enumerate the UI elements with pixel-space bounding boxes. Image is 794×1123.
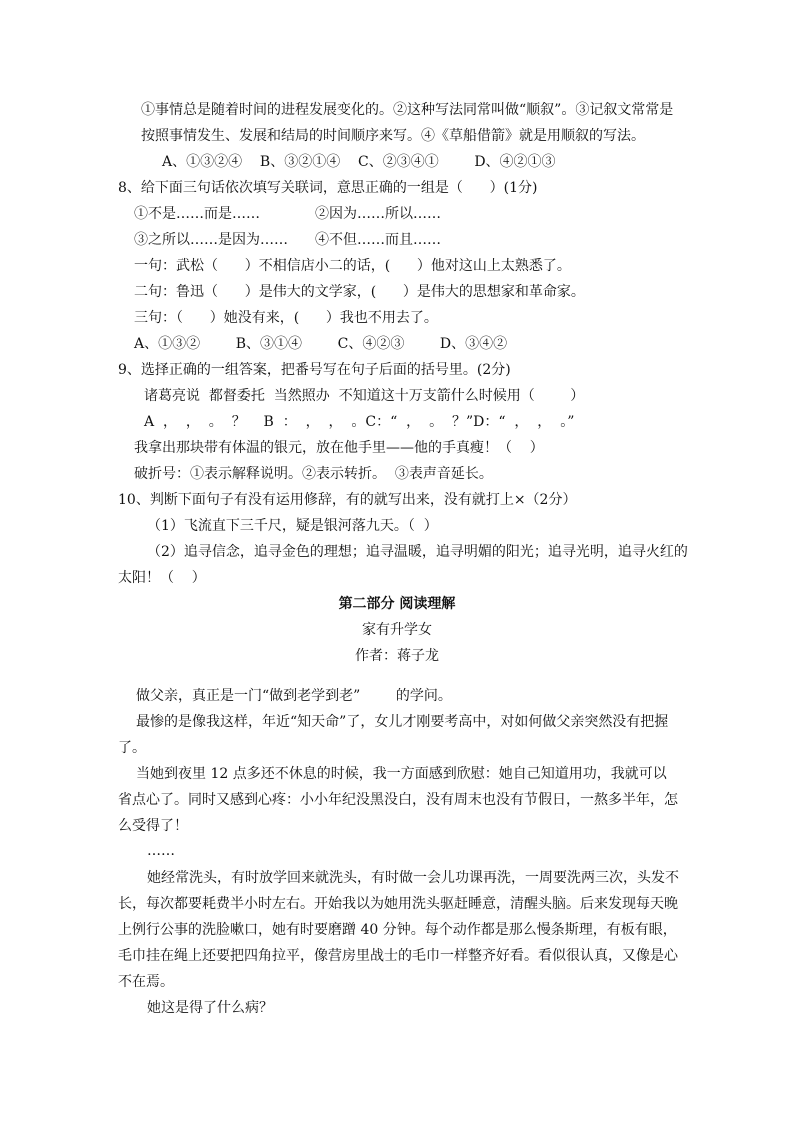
q10-item-2-line1: （2）追寻信念，追寻金色的理想；追寻温暖，追寻明媚的阳光；追寻光明，追寻火红的 — [147, 544, 688, 560]
paragraph-4-line3: 上例行公事的洗脸嗽口，她有时要磨蹭 40 分钟。每个动作都是那么慢条斯理，有板有眼， — [118, 922, 677, 938]
q8-sentence-2: 二句：鲁迅（ ）是伟大的文学家，( ）是伟大的思想家和革命家。 — [134, 284, 585, 300]
paragraph-3-line1: 当她到夜里 12 点多还不休息的时候，我一方面感到欣慰：她自己知道用功，我就可以 — [136, 766, 667, 782]
q8-options: A、①③② B、③①④ C、④②③ D、③④② — [134, 336, 508, 352]
q8-sentence-3: 三句：（ ）她没有来，( ）我也不用去了。 — [134, 310, 438, 326]
paragraph-2-line1: 最惨的是像我这样，年近“知天命”了，女儿才刚要考高中，对如何做父亲突然没有把握 — [136, 714, 669, 730]
q7-text-line1: ①事情总是随着时间的进程发展变化的。②这种写法同常叫做“顺叙”。③记叙文常常是 — [141, 102, 674, 118]
q9-sentence-2: 我拿出那块带有体温的银元，放在他手里——他的手真瘦！（ ） — [134, 440, 544, 456]
q9-options: A ， ， 。 ？ B ： ， ， 。C：“ ， 。 ？”D：“ ， ， 。” — [144, 414, 575, 430]
q7-options: A、①③②④ B、③②①④ C、②③④① D、④②①③ — [162, 154, 556, 170]
q9-dash-label: 破折号：①表示解释说明。②表示转折。 ③表声音延长。 — [134, 466, 493, 482]
q8-sentence-1: 一句：武松（ ）不相信店小二的话，( ）他对这山上太熟悉了。 — [134, 258, 571, 274]
section-heading: 第二部分 阅读理解 — [338, 596, 456, 612]
article-author: 作者：蒋子龙 — [355, 648, 439, 664]
ellipsis: …… — [147, 843, 175, 859]
paragraph-4-line2: 长，每次都要耗费半小时左右。开始我以为她用洗头驱赶睡意，清醒头脑。后来发现每天晚 — [118, 896, 678, 912]
q10-item-2-line2: 太阳！（ ） — [118, 570, 206, 586]
article-title: 家有升学女 — [362, 622, 432, 638]
q10-stem: 10、判断下面句子有没有运用修辞，有的就写出来，没有就打上×（2分） — [118, 492, 577, 508]
paragraph-4-line5: 不在焉。 — [118, 974, 174, 990]
paragraph-1: 做父亲，真正是一门“做到老学到老” 的学问。 — [136, 688, 452, 704]
q8-choice-2: ②因为……所以…… — [315, 206, 441, 222]
q8-choice-3: ③之所以……是因为…… — [134, 232, 288, 248]
paragraph-5: 她这是得了什么病？ — [147, 1000, 273, 1016]
q9-sentence: 诸葛亮说 都督委托 当然照办 不知道这十万支箭什么时候用（ ） — [144, 388, 585, 404]
paragraph-4-line4: 毛巾挂在绳上还要把四角拉平，像营房里战士的毛巾一样整齐好看。看似很认真，又像是心 — [118, 948, 678, 964]
paragraph-2-line2: 了。 — [118, 740, 146, 756]
paragraph-4-line1: 她经常洗头，有时放学回来就洗头，有时做一会儿功课再洗，一周要洗两三次，头发不 — [147, 870, 679, 886]
q8-choice-1: ①不是……而是…… — [134, 206, 260, 222]
q7-text-line2: 按照事情发生、发展和结局的时间顺序来写。④《草船借箭》就是用顺叙的写法。 — [141, 128, 645, 144]
q10-item-1: （1）飞流直下三千尺，疑是银河落九天。（ ） — [147, 518, 438, 534]
paragraph-3-line3: 么受得了！ — [118, 818, 188, 834]
q8-stem: 8、给下面三句话依次填写关联词，意思正确的一组是（ ）(1分) — [118, 180, 538, 196]
q9-stem: 9、选择正确的一组答案，把番号写在句子后面的括号里。(2分) — [118, 362, 511, 378]
paragraph-3-line2: 省点心了。同时又感到心疼：小小年纪没黑没白，没有周末也没有节假日，一熬多半年，怎 — [118, 792, 678, 808]
q8-choice-4: ④不但……而且…… — [315, 232, 441, 248]
